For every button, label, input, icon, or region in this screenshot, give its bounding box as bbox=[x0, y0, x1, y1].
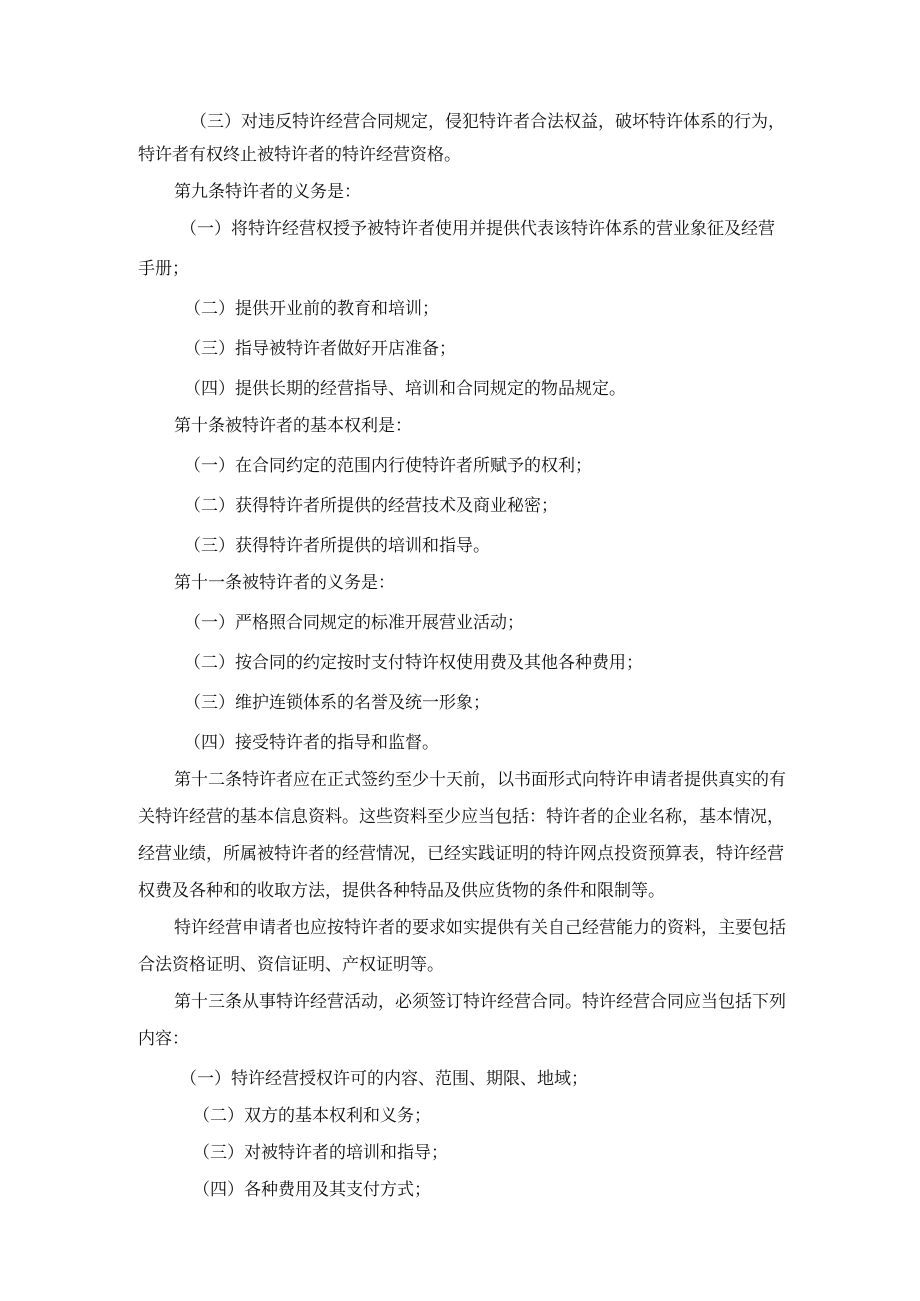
article-12-line-2: 关特许经营的基本信息资料。这些资料至少应当包括：特许者的企业名称，基本情况， bbox=[138, 807, 784, 827]
article-11-heading: 第十一条被特许者的义务是： bbox=[174, 573, 395, 593]
article-10-item-2: （二）获得特许者所提供的经营技术及商业秘密； bbox=[184, 496, 558, 516]
article-13-item-2: （二）双方的基本权利和义务； bbox=[193, 1106, 431, 1126]
article-13-line-1: 第十三条从事特许经营活动，必须签订特许经营合同。特许经营合同应当包括下列 bbox=[174, 992, 786, 1012]
article-13-line-2: 内容： bbox=[138, 1029, 189, 1049]
article-9-heading: 第九条特许者的义务是： bbox=[174, 182, 361, 202]
article-10-item-1: （一）在合同约定的范围内行使特许者所赋予的权利； bbox=[184, 456, 592, 476]
article-9-item-4: （四）提供长期的经营指导、培训和合同规定的物品规定。 bbox=[184, 379, 626, 399]
article-9-item-1-line-2: 手册； bbox=[138, 259, 189, 279]
article-9-item-1-line-1: （一）将特许经营权授予被特许者使用并提供代表该特许体系的营业象征及经营 bbox=[180, 219, 775, 239]
article-10-item-3: （三）获得特许者所提供的培训和指导。 bbox=[184, 536, 490, 556]
clause-8-item-3-line-2: 特许者有权终止被特许者的特许经营资格。 bbox=[138, 145, 461, 165]
article-12-line-4: 权费及各种和的收取方法，提供各种特品及供应货物的条件和限制等。 bbox=[138, 881, 665, 901]
article-13-item-3: （三）对被特许者的培训和指导； bbox=[193, 1143, 448, 1163]
article-11-item-3: （三）维护连锁体系的名誉及统一形象； bbox=[184, 693, 490, 713]
applicant-paragraph-line-1: 特许经营申请者也应按特许者的要求如实提供有关自己经营能力的资料，主要包括 bbox=[174, 918, 786, 938]
article-11-item-1: （一）严格照合同规定的标准开展营业活动； bbox=[184, 613, 524, 633]
article-11-item-4: （四）接受特许者的指导和监督。 bbox=[184, 733, 439, 753]
article-13-item-1: （一）特许经营授权许可的内容、范围、期限、地域； bbox=[180, 1069, 588, 1089]
document-body bbox=[138, 112, 786, 1200]
clause-8-item-3-line-1: （三）对违反特许经营合同规定，侵犯特许者合法权益，破坏特许体系的行为， bbox=[190, 112, 785, 132]
article-9-item-2: （二）提供开业前的教育和培训； bbox=[184, 299, 439, 319]
article-12-line-1: 第十二条特许者应在正式签约至少十天前，以书面形式向特许申请者提供真实的有 bbox=[174, 770, 786, 790]
article-12-line-3: 经营业绩，所属被特许者的经营情况，已经实践证明的特许网点投资预算表，特许经营 bbox=[138, 844, 784, 864]
article-10-heading: 第十条被特许者的基本权利是： bbox=[174, 416, 412, 436]
article-9-item-3: （三）指导被特许者做好开店准备； bbox=[184, 339, 456, 359]
article-13-item-4: （四）各种费用及其支付方式； bbox=[193, 1180, 431, 1200]
article-11-item-2: （二）按合同的约定按时支付特许权使用费及其他各种费用； bbox=[184, 653, 643, 673]
applicant-paragraph-line-2: 合法资格证明、资信证明、产权证明等。 bbox=[138, 955, 444, 975]
